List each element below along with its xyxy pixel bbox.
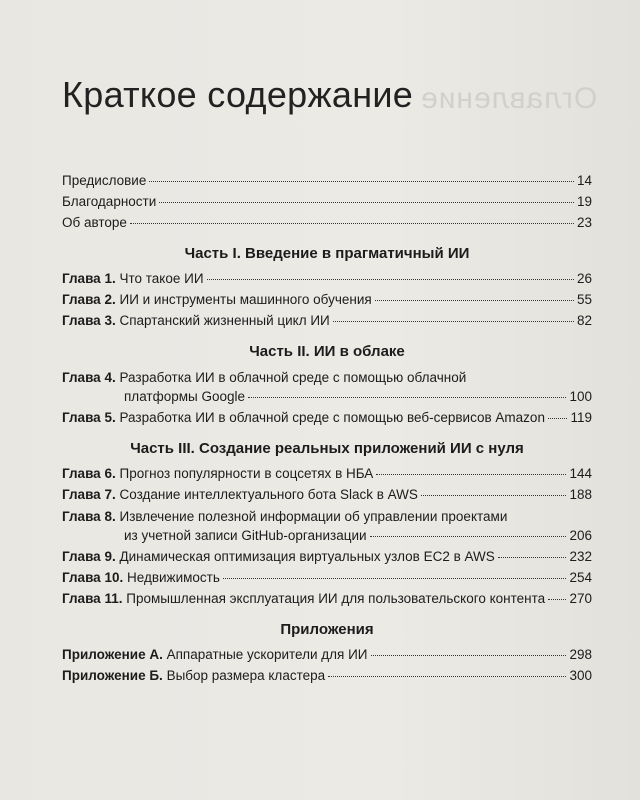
front-matter bbox=[62, 172, 592, 235]
toc-entry-chapter-11[interactable] bbox=[62, 590, 592, 611]
chapter-prefix: Глава 7. bbox=[62, 487, 116, 502]
entry-label: Благодарности bbox=[62, 194, 157, 209]
chapter-title-continued: платформы Google bbox=[124, 389, 245, 404]
page-number: 188 bbox=[569, 487, 592, 502]
chapter-title: Динамическая оптимизация виртуальных узлов EC2 в AWS bbox=[119, 549, 495, 564]
page-number: 26 bbox=[576, 271, 592, 286]
toc-entry-chapter-3[interactable] bbox=[62, 312, 592, 333]
page-title: Краткое содержание bbox=[62, 74, 414, 115]
toc-entry-chapter-10[interactable] bbox=[62, 569, 592, 590]
part-heading-1: Часть I. Введение в прагматичный ИИ bbox=[184, 245, 470, 262]
dot-leader bbox=[421, 495, 567, 496]
entry-label: Об авторе bbox=[62, 215, 127, 230]
page-number: 298 bbox=[569, 647, 592, 662]
chapter-prefix: Глава 1. bbox=[62, 271, 116, 286]
part-heading-2: Часть II. ИИ в облаке bbox=[249, 343, 405, 360]
toc-entry-chapter-4[interactable] bbox=[62, 368, 592, 406]
dot-leader bbox=[328, 676, 566, 677]
chapter-title: ИИ и инструменты машинного обучения bbox=[119, 292, 372, 307]
chapter-title: Спартанский жизненный цикл ИИ bbox=[119, 313, 330, 328]
page-number: 19 bbox=[576, 194, 592, 209]
part-heading-appendices: Приложения bbox=[280, 621, 374, 638]
page-number: 232 bbox=[569, 549, 592, 564]
dot-leader bbox=[223, 578, 567, 579]
dot-leader bbox=[159, 202, 574, 203]
dot-leader bbox=[371, 655, 567, 656]
chapter-prefix: Глава 6. bbox=[62, 466, 116, 481]
chapter-title: Разработка ИИ в облачной среде с помощью веб-сервисов Amazon bbox=[119, 410, 545, 425]
dot-leader bbox=[130, 223, 574, 224]
chapter-prefix: Глава 8. bbox=[62, 509, 116, 524]
toc-entry-chapter-5[interactable] bbox=[62, 409, 592, 430]
dot-leader bbox=[375, 300, 574, 301]
chapter-prefix: Глава 11. bbox=[62, 591, 123, 606]
chapter-prefix: Глава 9. bbox=[62, 549, 116, 564]
dot-leader bbox=[149, 181, 574, 182]
page-number: 14 bbox=[576, 173, 592, 188]
toc-entry-appendix-a[interactable] bbox=[62, 646, 592, 667]
page-number: 55 bbox=[576, 292, 592, 307]
chapter-title: Извлечение полезной информации об управлении проектами bbox=[119, 509, 508, 524]
chapter-title: Что такое ИИ bbox=[119, 271, 204, 286]
toc-entry-appendix-b[interactable] bbox=[62, 667, 592, 688]
chapter-prefix: Глава 5. bbox=[62, 410, 116, 425]
toc-entry-about-author[interactable] bbox=[62, 214, 592, 235]
toc-entry-chapter-7[interactable] bbox=[62, 486, 592, 507]
entry-label: Предисловие bbox=[62, 173, 147, 188]
page-number: 82 bbox=[576, 313, 592, 328]
page-number: 270 bbox=[569, 591, 592, 606]
dot-leader bbox=[248, 397, 566, 398]
chapter-prefix: Глава 10. bbox=[62, 570, 124, 585]
toc-entry-chapter-9[interactable] bbox=[62, 548, 592, 569]
appendix-title: Аппаратные ускорители для ИИ bbox=[166, 647, 368, 662]
chapter-title: Создание интеллектуального бота Slack в AWS bbox=[119, 487, 418, 502]
appendix-prefix: Приложение А. bbox=[62, 647, 163, 662]
toc-entry-chapter-6[interactable] bbox=[62, 465, 592, 486]
toc-entry-chapter-1[interactable] bbox=[62, 270, 592, 291]
table-of-contents bbox=[62, 172, 592, 688]
dot-leader bbox=[370, 536, 567, 537]
chapter-prefix: Глава 2. bbox=[62, 292, 116, 307]
bleed-through-text: Оглавление bbox=[420, 82, 598, 115]
chapter-title: Разработка ИИ в облачной среде с помощью облачной bbox=[119, 370, 467, 385]
appendix-title: Выбор размера кластера bbox=[166, 668, 326, 683]
dot-leader bbox=[548, 599, 566, 600]
page-number: 300 bbox=[569, 668, 592, 683]
appendix-prefix: Приложение Б. bbox=[62, 668, 163, 683]
toc-entry-preface[interactable] bbox=[62, 172, 592, 193]
page-number: 23 bbox=[576, 215, 592, 230]
dot-leader bbox=[207, 279, 574, 280]
dot-leader bbox=[498, 557, 567, 558]
page-number: 144 bbox=[569, 466, 592, 481]
page-number: 206 bbox=[569, 528, 592, 543]
page-number: 100 bbox=[569, 389, 592, 404]
chapter-title-continued: из учетной записи GitHub-организации bbox=[124, 528, 367, 543]
chapter-title: Недвижимость bbox=[126, 570, 220, 585]
dot-leader bbox=[548, 418, 568, 419]
toc-entry-chapter-8[interactable] bbox=[62, 507, 592, 545]
chapter-prefix: Глава 4. bbox=[62, 370, 116, 385]
toc-entry-acknowledgements[interactable] bbox=[62, 193, 592, 214]
part-heading-3: Часть III. Создание реальных приложений ИИ с нуля bbox=[130, 440, 524, 457]
page-number: 119 bbox=[570, 410, 592, 425]
chapter-title: Прогноз популярности в соцсетях в НБА bbox=[119, 466, 374, 481]
chapter-prefix: Глава 3. bbox=[62, 313, 116, 328]
page-number: 254 bbox=[569, 570, 592, 585]
dot-leader bbox=[333, 321, 574, 322]
chapter-title: Промышленная эксплуатация ИИ для пользовательского контента bbox=[126, 591, 546, 606]
dot-leader bbox=[376, 474, 566, 475]
toc-entry-chapter-2[interactable] bbox=[62, 291, 592, 312]
